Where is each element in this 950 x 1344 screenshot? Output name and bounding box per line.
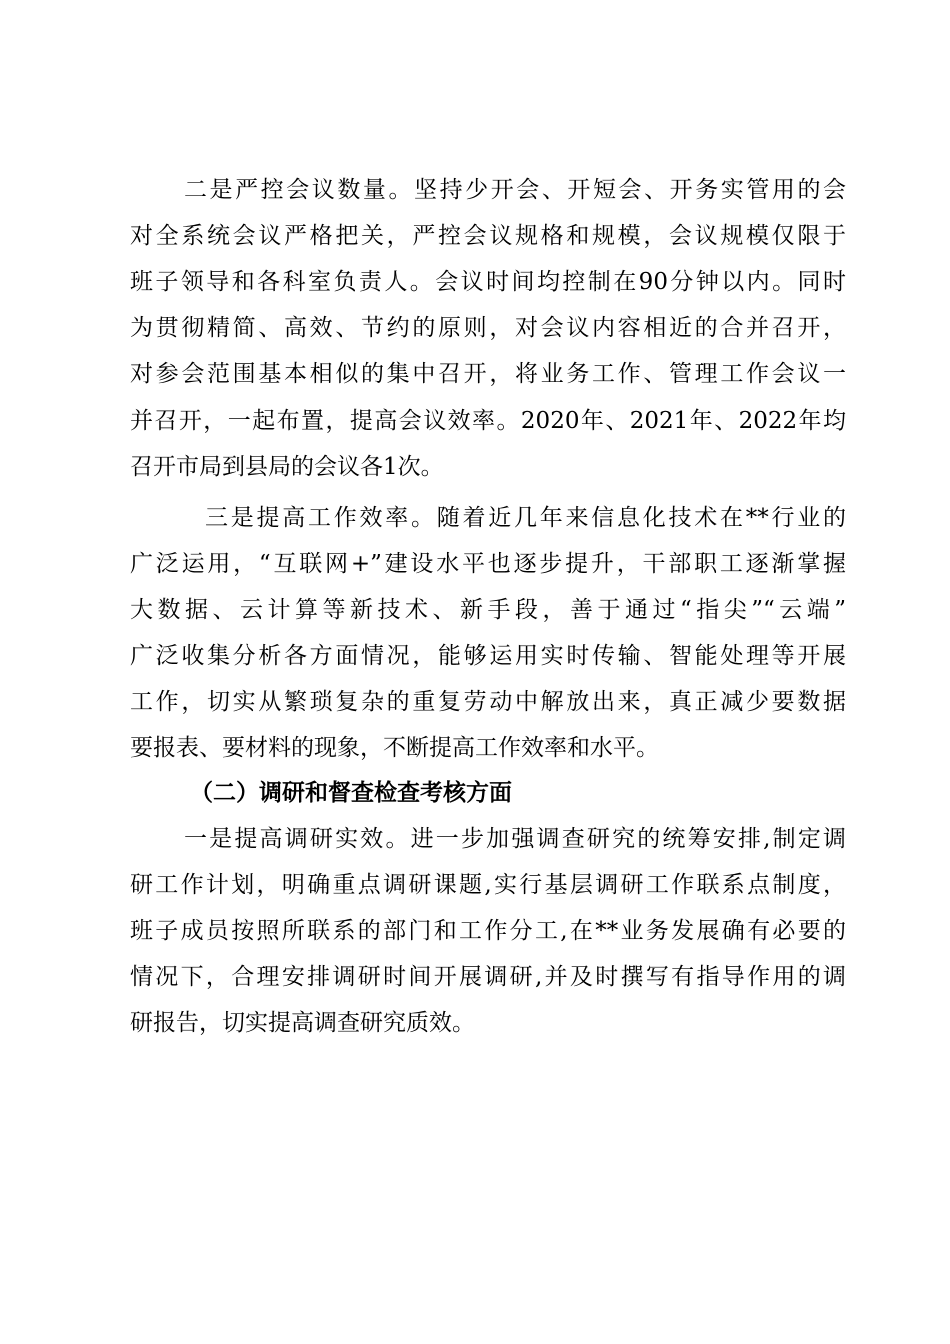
text-line: 广泛运用，“互联网+”建设水平也逐步提升，干部职工逐渐掌握 bbox=[130, 551, 846, 577]
text-line: 大数据、云计算等新技术、新手段，善于通过“指尖”“云端” bbox=[130, 597, 846, 623]
text-line: 情况下，合理安排调研时间开展调研,并及时撰写有指导作用的调 bbox=[130, 964, 846, 990]
text-line: 并召开，一起布置，提高会议效率。2020年、2021年、2022年均 bbox=[130, 408, 846, 434]
text-line: 研报告，切实提高调查研究质效。 bbox=[130, 1010, 475, 1036]
text-line: 为贯彻精简、高效、节约的原则，对会议内容相近的合并召开， bbox=[130, 315, 846, 341]
text-line: 工作，切实从繁琐复杂的重复劳动中解放出来，真正减少要数据 bbox=[130, 689, 846, 715]
text-line: 召开市局到县局的会议各1次。 bbox=[130, 454, 444, 480]
text-line: 二是严控会议数量。坚持少开会、开短会、开务实管用的会 bbox=[184, 177, 846, 203]
text-line: 要报表、要材料的现象，不断提高工作效率和水平。 bbox=[130, 735, 659, 761]
section-heading: （二）调研和督查检查考核方面 bbox=[190, 779, 512, 806]
text-line: 班子领导和各科室负责人。会议时间均控制在90分钟以内。同时 bbox=[130, 269, 846, 295]
text-line: 一是提高调研实效。进一步加强调查研究的统筹安排,制定调 bbox=[184, 826, 846, 852]
text-line: 班子成员按照所联系的部门和工作分工,在**业务发展确有必要的 bbox=[130, 918, 846, 944]
text-line: 对全系统会议严格把关，严控会议规格和规模，会议规模仅限于 bbox=[130, 223, 846, 249]
text-line: 对参会范围基本相似的集中召开，将业务工作、管理工作会议一 bbox=[130, 361, 846, 387]
text-line: 研工作计划，明确重点调研课题,实行基层调研工作联系点制度， bbox=[130, 872, 846, 898]
text-line: 广泛收集分析各方面情况，能够运用实时传输、智能处理等开展 bbox=[130, 643, 846, 669]
text-line: 三是提高工作效率。随着近几年来信息化技术在**行业的 bbox=[205, 505, 846, 531]
